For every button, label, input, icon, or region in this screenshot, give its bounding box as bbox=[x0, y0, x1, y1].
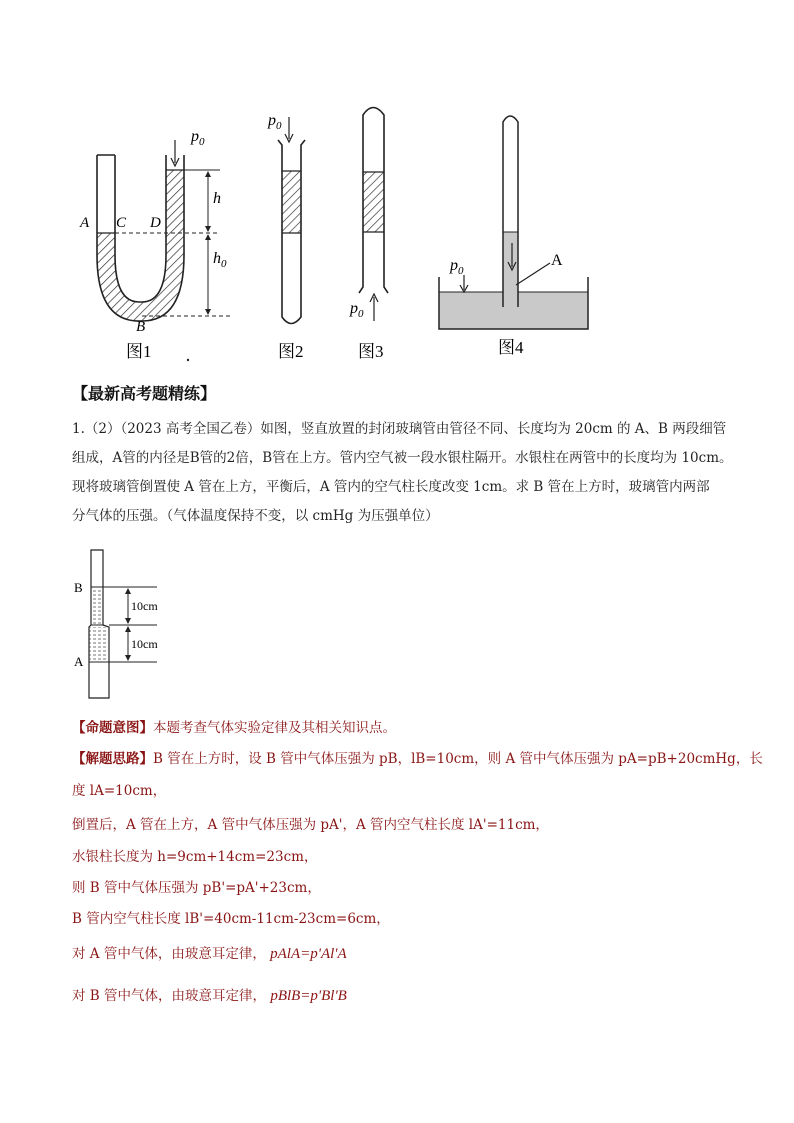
fig1-D-label: D bbox=[150, 215, 161, 231]
idea-line-1 bbox=[72, 747, 763, 767]
fig2-p0-label: $p_0$ bbox=[268, 112, 282, 132]
figure-2-test-tube bbox=[267, 112, 305, 361]
fig1-h-label: h bbox=[213, 190, 221, 207]
fig1-B-label: B bbox=[136, 319, 146, 335]
fig4-p0-label: $p_0$ bbox=[450, 257, 464, 277]
u-tube-mercury bbox=[97, 170, 184, 321]
tube-liquid-column bbox=[503, 232, 518, 307]
idea-text-1: B 管在上方时，设 B 管中气体压强为 pB，lB=10cm，则 A 管中气体压强为 pA=pB+20cmHg，长 bbox=[153, 751, 763, 767]
boyle-A-equation: pAlA=p'Al'A bbox=[270, 946, 347, 962]
figure-4-tube-in-trough bbox=[439, 116, 588, 357]
intent-text: 本题考查气体实验定律及其相关知识点。 bbox=[153, 720, 396, 736]
fig1-C-label: C bbox=[116, 215, 127, 231]
problem-diagram bbox=[68, 545, 178, 705]
fig1-caption: 图1 bbox=[126, 342, 152, 361]
solution-line-3: 倒置后，A 管在上方，A 管中气体压强为 pA'，A 管内空气柱长度 lA'=11cm， bbox=[72, 817, 549, 833]
intent-tag: 【命题意图】 bbox=[72, 720, 153, 736]
section-title: 【最新高考题精练】 bbox=[72, 384, 217, 403]
problem-line-1: 1.（2）（2023 高考全国乙卷）如图，竖直放置的封闭玻璃管由管径不同、长度均为 20cm 的 A、B 两段细管 bbox=[72, 421, 727, 437]
figure-3-inverted-tube bbox=[349, 108, 388, 362]
solution-line-4: 水银柱长度为 h=9cm+14cm=23cm， bbox=[72, 849, 318, 865]
problem-statement bbox=[72, 415, 732, 531]
fig1-p0-label: $p_0$ bbox=[191, 128, 205, 148]
figure-1-u-tube bbox=[79, 128, 230, 361]
problem-line-3: 现将玻璃管倒置使 A 管在上方，平衡后，A 管内的空气柱长度改变 1cm。求 B 管在上方时，玻璃管内两部 bbox=[72, 479, 710, 495]
idea-line-2: 度 lA=10cm， bbox=[72, 783, 167, 799]
stray-dot bbox=[187, 359, 189, 361]
idea-tag: 【解题思路】 bbox=[72, 751, 153, 767]
figures-panel bbox=[70, 95, 600, 370]
fig3-caption: 图3 bbox=[358, 342, 384, 361]
fig4-A-label: A bbox=[551, 252, 563, 269]
diagram-A-label: A bbox=[74, 654, 84, 669]
solution-line-5: 则 B 管中气体压强为 pB'=pA'+23cm， bbox=[72, 880, 321, 896]
diagram-len-lower: 10cm bbox=[131, 637, 158, 651]
boyle-B-equation: pBlB=p'Bl'B bbox=[270, 988, 347, 1004]
boyle-B-text: 对 B 管中气体，由玻意耳定律， bbox=[72, 988, 267, 1004]
problem-line-4: 分气体的压强。（气体温度保持不变，以 cmHg 为压强单位） bbox=[72, 508, 439, 524]
fig1-h0-label: $h_0$ bbox=[213, 250, 227, 270]
fig4-caption: 图4 bbox=[498, 338, 524, 357]
boyle-A-text: 对 A 管中气体，由玻意耳定律， bbox=[72, 946, 266, 962]
problem-line-2: 组成，A管的内径是B管的2倍，B管在上方。管内空气被一段水银柱隔开。水银柱在两管中的长度均为 10cm。 bbox=[72, 450, 733, 466]
fig3-p0-label: $p_0$ bbox=[350, 300, 364, 320]
solution-line-6: B 管内空气柱长度 lB'=40cm-11cm-23cm=6cm， bbox=[72, 911, 390, 927]
solution-line-8 bbox=[72, 984, 347, 1005]
diagram-B-label: B bbox=[74, 580, 83, 595]
diagram-len-upper: 10cm bbox=[131, 599, 158, 613]
intent-line bbox=[72, 716, 396, 736]
solution-line-7 bbox=[72, 942, 347, 963]
fig1-A-label: A bbox=[80, 215, 90, 231]
fig2-caption: 图2 bbox=[278, 342, 304, 361]
